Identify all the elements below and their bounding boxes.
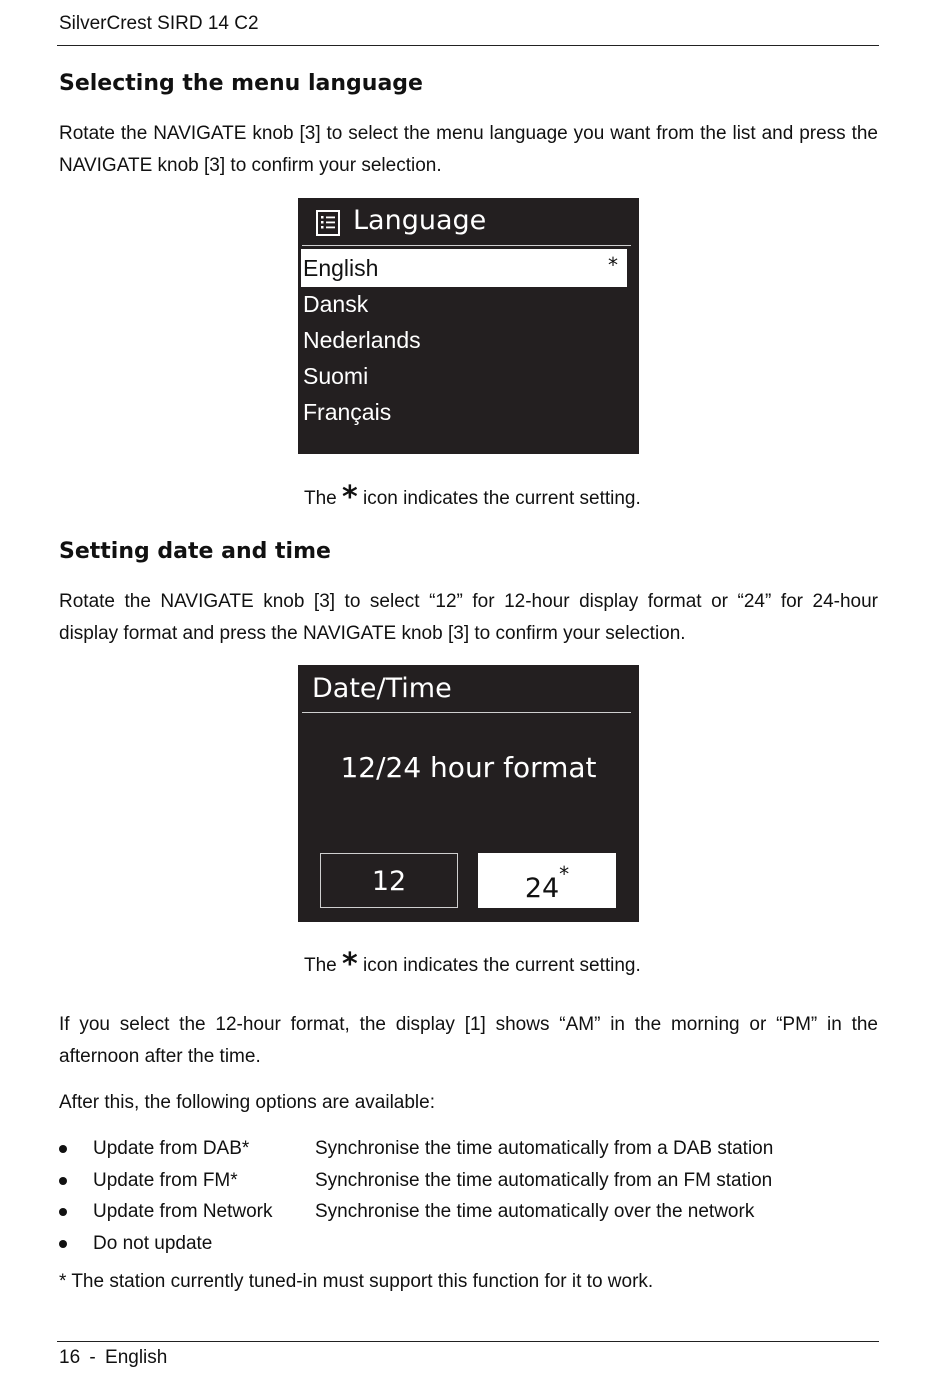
section-heading-datetime: Setting date and time [59, 539, 331, 564]
datetime-screen-title: Date/Time [312, 673, 452, 704]
document-header: SilverCrest SIRD 14 C2 [59, 13, 259, 34]
current-setting-star: * [559, 862, 570, 886]
language-item-dansk[interactable]: Dansk [303, 291, 369, 317]
footnote: * The station currently tuned-in must support this function for it to work. [59, 1271, 654, 1292]
footer-language: English [105, 1347, 168, 1368]
language-item-english[interactable]: English [303, 255, 379, 281]
caption-language: The * icon indicates the current setting. [304, 480, 641, 515]
datetime-screen-rule [302, 712, 631, 713]
language-screen-rule [302, 245, 631, 246]
option-name: Update from FM* [93, 1170, 238, 1191]
bullet-icon [59, 1145, 67, 1153]
datetime-screen [298, 665, 639, 922]
section-heading-language: Selecting the menu language [59, 71, 423, 96]
header-rule [57, 45, 879, 46]
option-name: Update from Network [93, 1201, 273, 1222]
datetime-prompt: 12/24 hour format [340, 751, 597, 784]
paragraph-datetime-instructions: Rotate the NAVIGATE knob [3] to select “12” for 12-hour display format or “24” for 24-hour display format and press the NAVIGATE knob [3] to confirm your selection. [59, 591, 878, 644]
option-description: Synchronise the time automatically from a DAB station [315, 1138, 774, 1159]
paragraph-options-intro: After this, the following options are available: [59, 1092, 435, 1113]
bullet-icon [59, 1208, 67, 1216]
paragraph-ampm-note: If you select the 12-hour format, the display [1] shows “AM” in the morning or “PM” in the afternoon after the time. [59, 1014, 878, 1067]
option-description: Synchronise the time automatically from an FM station [315, 1170, 773, 1191]
star-icon: * [342, 480, 358, 515]
page-number: 16 [59, 1347, 81, 1368]
option-name: Do not update [93, 1233, 213, 1254]
list-icon [315, 209, 341, 237]
page-footer [59, 1347, 167, 1369]
language-screen-title: Language [353, 205, 487, 236]
footer-separator: - [89, 1347, 96, 1368]
star-icon: * [342, 947, 358, 982]
language-item-suomi[interactable]: Suomi [303, 363, 369, 389]
current-setting-star: * [608, 253, 618, 277]
language-item-francais[interactable]: Français [303, 399, 392, 425]
paragraph-language-instructions: Rotate the NAVIGATE knob [3] to select the menu language you want from the list and press the NAVIGATE knob [3] to confirm your selection. [59, 123, 878, 176]
language-item-nederlands[interactable]: Nederlands [303, 327, 421, 353]
caption-datetime: The * icon indicates the current setting. [304, 947, 641, 982]
option-24-button[interactable]: 24* [478, 853, 616, 908]
option-12-button[interactable]: 12 [320, 853, 458, 908]
bullet-icon [59, 1177, 67, 1185]
option-description: Synchronise the time automatically over the network [315, 1201, 755, 1222]
footer-rule [57, 1341, 879, 1342]
bullet-icon [59, 1240, 67, 1248]
option-name: Update from DAB* [93, 1138, 250, 1159]
